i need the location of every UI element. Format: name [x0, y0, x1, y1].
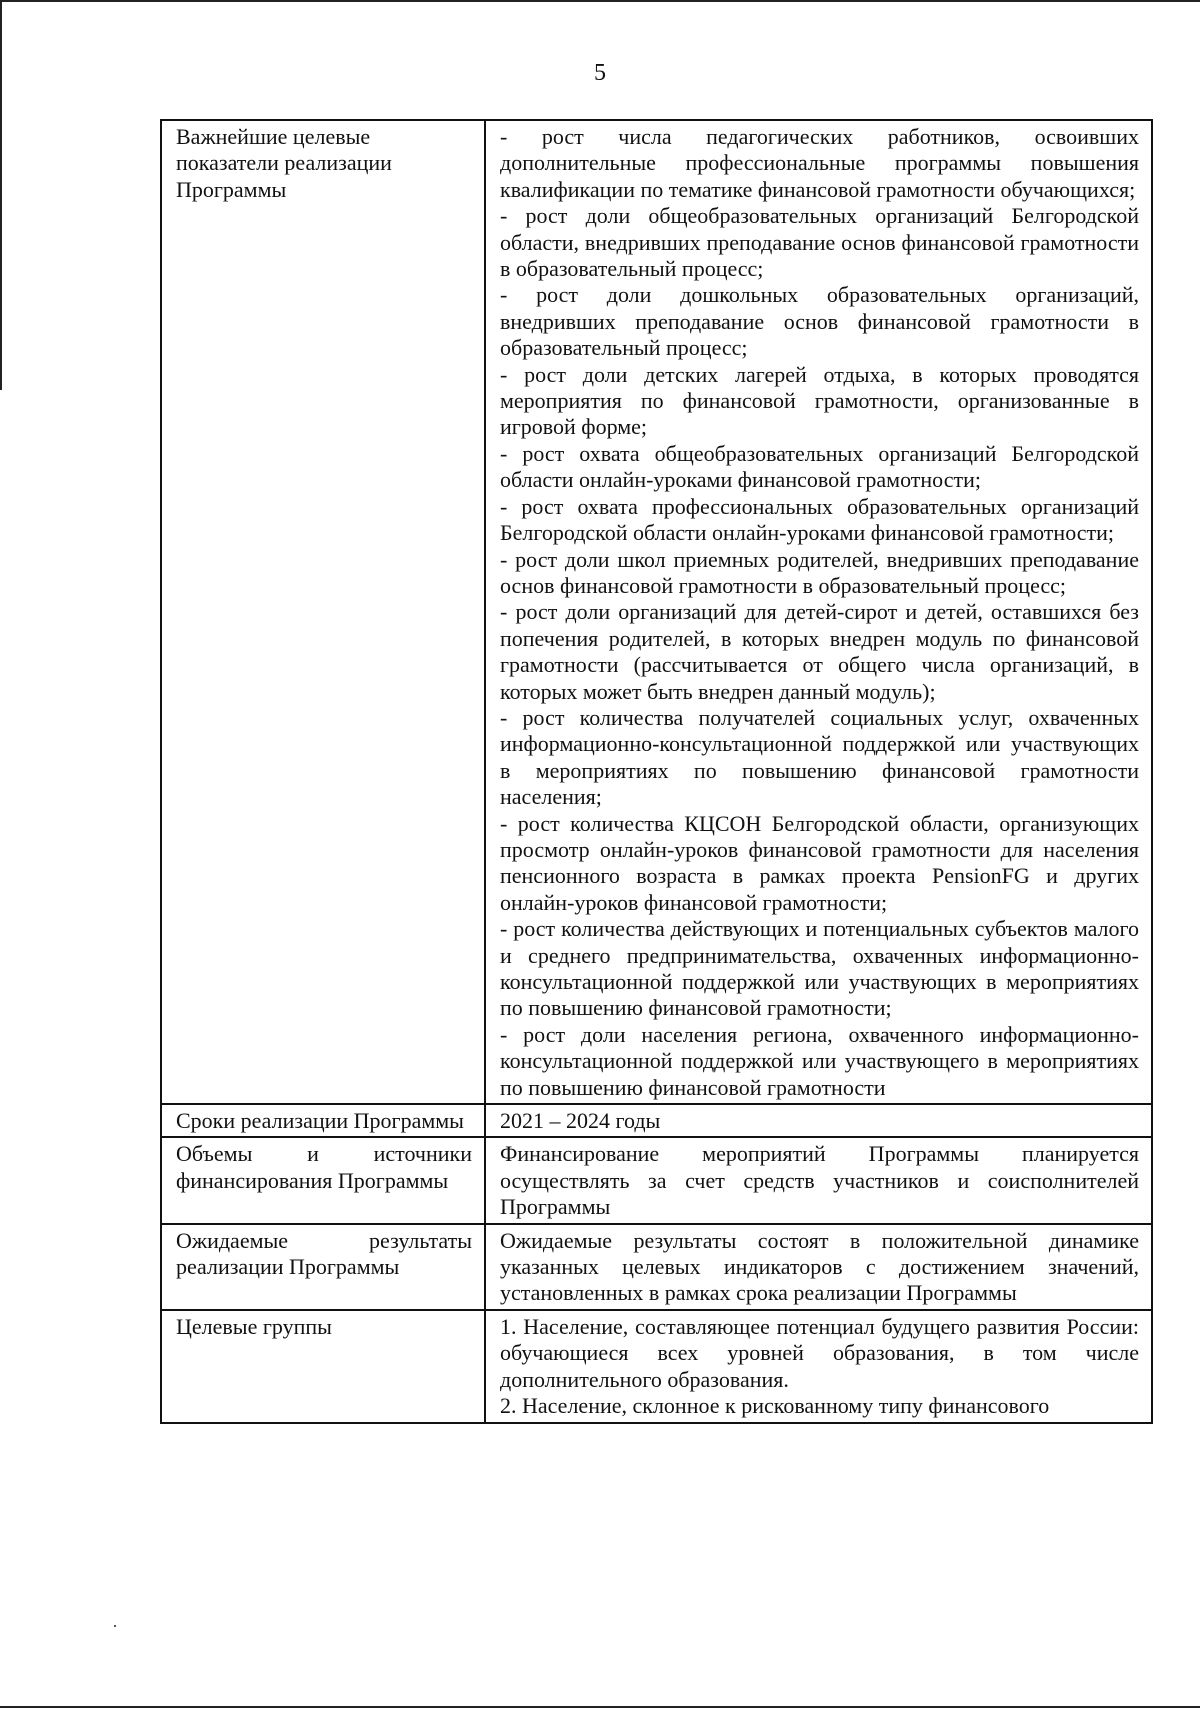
row-label: Важнейшие целевые показатели реализации Программы	[161, 120, 485, 1104]
row-label: Сроки реализации Программы	[161, 1104, 485, 1137]
row-value: Финансирование мероприятий Программы планируется осуществлять за счет средств участников и соисполнителей Программы	[485, 1137, 1152, 1223]
scan-left-edge	[0, 0, 2, 390]
list-item: - рост доли детских лагерей отдыха, в которых проводятся мероприятия по финансовой грамотности, организованные в игровой форме;	[500, 361, 1139, 440]
table-row	[161, 1137, 1152, 1223]
program-passport-table	[160, 119, 1153, 1424]
list-item: - рост охвата общеобразовательных организаций Белгородской области онлайн-уроками финансовой грамотности;	[500, 440, 1139, 493]
list-item: - рост количества КЦСОН Белгородской области, организующих просмотр онлайн-уроков финансовой грамотности для населения пенсионного возраста в рамках проекта PensionFG и других онлайн-уроков финансовой грамотности;	[500, 810, 1139, 915]
table-row	[161, 1104, 1152, 1137]
scan-top-edge	[0, 0, 1200, 2]
list-item: - рост доли общеобразовательных организаций Белгородской области, внедривших преподавание основ финансовой грамотности в образовательный процесс;	[500, 203, 1139, 282]
list-item: - рост количества действующих и потенциальных субъектов малого и среднего предпринимательства, охваченных информационно-консультационной поддержкой или участвующих в мероприятиях по повышению финансовой грамотности;	[500, 916, 1139, 1021]
row-label: Ожидаемые результаты реализации Программы	[161, 1224, 485, 1310]
list-item: - рост доли организаций для детей-сирот и детей, оставшихся без попечения родителей, в которых внедрен модуль по финансовой грамотности (рассчитывается от общего числа организаций, в которых может быть внедрен данный модуль);	[500, 599, 1139, 704]
table-row	[161, 1224, 1152, 1310]
list-item: - рост числа педагогических работников, освоивших дополнительные профессиональные программы повышения квалификации по тематике финансовой грамотности обучающихся;	[500, 124, 1139, 202]
list-item: 1. Население, составляющее потенциал будущего развития России: обучающиеся всех уровней образования, в том числе дополнительного образования.	[500, 1313, 1139, 1392]
row-value-list	[485, 1310, 1152, 1423]
table-row	[161, 120, 1152, 1104]
row-label: Целевые группы	[161, 1310, 485, 1423]
row-value: Ожидаемые результаты состоят в положительной динамике указанных целевых индикаторов с достижением значений, установленных в рамках срока реализации Программы	[485, 1224, 1152, 1310]
scan-speck	[114, 1625, 116, 1627]
list-item: 2. Население, склонное к рискованному типу финансового	[500, 1393, 1050, 1419]
row-value-list	[485, 120, 1152, 1104]
row-label: Объемы и источники финансирования Программы	[161, 1137, 485, 1223]
list-item: - рост доли населения региона, охваченного информационно-консультационной поддержкой или участвующего в мероприятиях по повышению финансовой грамотности	[500, 1021, 1139, 1100]
page-number: 5	[594, 60, 606, 86]
list-item: - рост количества получателей социальных услуг, охваченных информационно-консультационной поддержкой или участвующих в мероприятиях по повышению финансовой грамотности населения;	[500, 704, 1139, 810]
row-value: 2021 – 2024 годы	[485, 1104, 1152, 1137]
list-item: - рост доли школ приемных родителей, внедривших преподавание основ финансовой грамотности в образовательный процесс;	[500, 546, 1139, 598]
table-row	[161, 1310, 1152, 1423]
list-item: - рост охвата профессиональных образовательных организаций Белгородской области онлайн-уроками финансовой грамотности;	[500, 493, 1139, 546]
scan-bottom-edge	[0, 1706, 1200, 1708]
list-item: - рост доли дошкольных образовательных организаций, внедривших преподавание основ финансовой грамотности в образовательный процесс;	[500, 282, 1139, 361]
